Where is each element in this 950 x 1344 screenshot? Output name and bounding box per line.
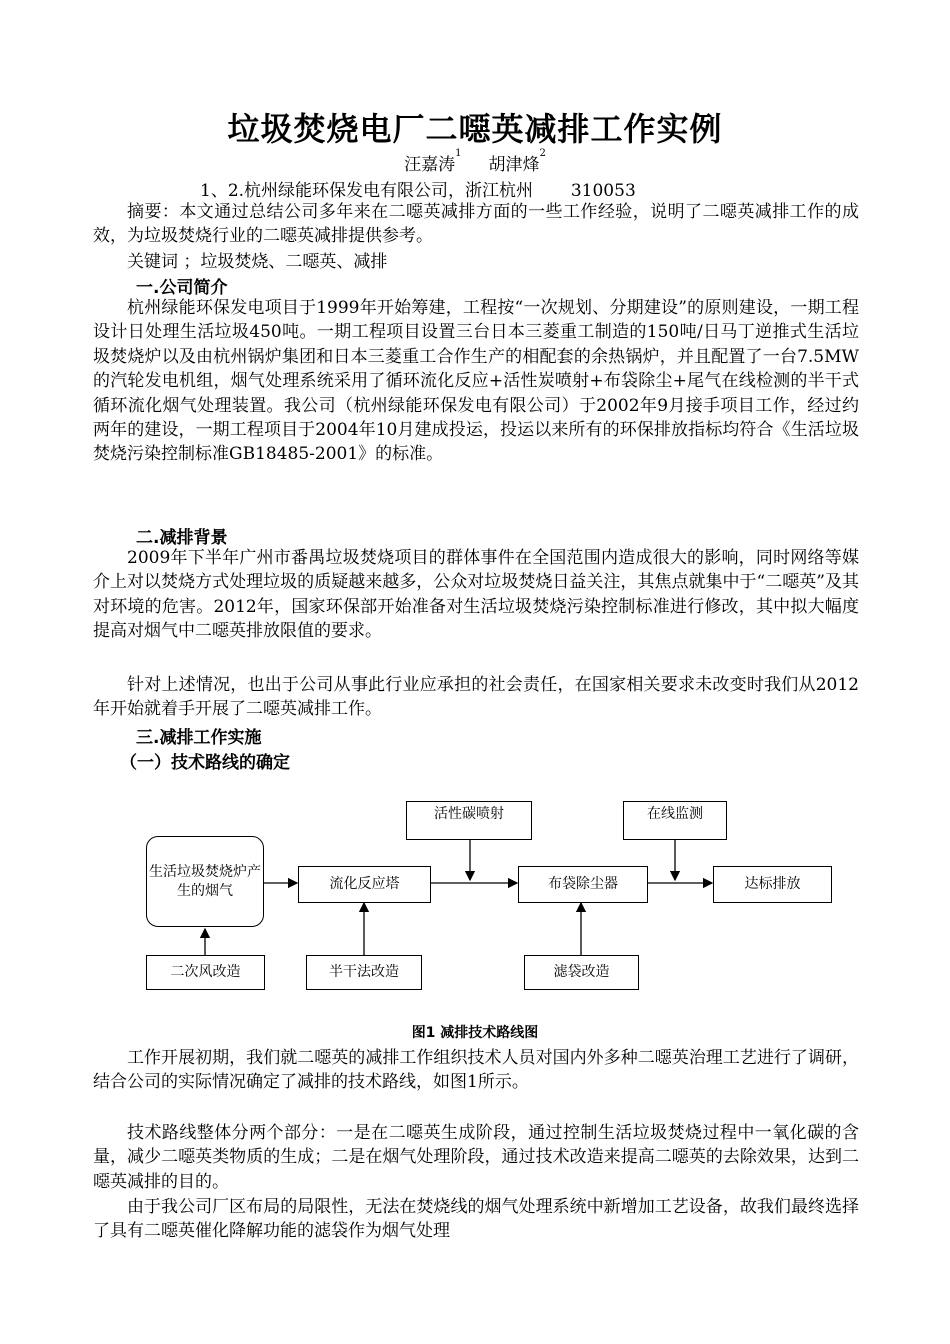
section-3-subheading-1: （一）技术路线的确定 xyxy=(120,753,290,773)
section-3-paragraph-3: 由于我公司厂区布局的局限性，无法在焚烧线的烟气处理系统中新增加工艺设备，故我们最终选择了具有二噁英催化降解功能的滤袋作为烟气处理 xyxy=(93,1197,859,1242)
keywords: 关键词 ；垃圾焚烧、二噁英、减排 xyxy=(127,252,388,272)
author-2: 胡津烽 xyxy=(488,155,540,175)
section-2-heading: 二.减排背景 xyxy=(136,528,228,548)
author-1-affil-mark: 1 xyxy=(455,148,462,159)
section-1-heading: 一.公司简介 xyxy=(136,278,228,298)
box-online-monitoring: 在线监测 xyxy=(623,801,727,840)
section-3-paragraph-1: 工作开展初期，我们就二噁英的减排工作组织技术人员对国内外多种二噁英治理工艺进行了调研，结合公司的实际情况确定了减排的技术路线，如图1所示。 xyxy=(93,1048,859,1093)
section-2-paragraph-2: 针对上述情况，也出于公司从事此行业应承担的社会责任，在国家相关要求未改变时我们从2012年开始就着手开展了二噁英减排工作。 xyxy=(93,675,859,720)
author-1: 汪嘉涛 xyxy=(404,155,456,175)
box-activated-carbon: 活性碳喷射 xyxy=(406,801,532,840)
section-1-paragraph-1: 杭州绿能环保发电项目于1999年开始筹建，工程按“一次规划、分期建设”的原则建设，一期工程设计日处理生活垃圾450吨。一期工程项目设置三台日本三菱重工制造的150吨/日马丁逆推式生活垃圾焚烧炉以及由杭州锅炉集团和日本三菱重工合作生产的相配套的余热锅炉，并且配置了一台7.5MW的汽轮发电机组，烟气处理系统采用了循环流化反应+活性炭喷射+布袋除尘+尾气在线检测的半干式循环流化烟气处理装置。我公司（杭州绿能环保发电有限公司）于2002年9月接手项目工作，经过约两年的建设，一期工程项目于2004年10月建成投运，投运以来所有的环保排放指标均符合《生活垃圾焚烧污染控制标准GB18485-2001》的标准。 xyxy=(93,298,859,465)
box-semi-dry-retrofit: 半干法改造 xyxy=(306,955,422,990)
section-2-paragraph-1: 2009年下半年广州市番禺垃圾焚烧项目的群体事件在全国范围内造成很大的影响，同时网络等媒介上对以焚烧方式处理垃圾的质疑越来越多，公众对垃圾焚烧日益关注，其焦点就集中于“二噁英”及其对环境的危害。2012年，国家环保部开始准备对生活垃圾焚烧污染控制标准进行修改，其中拟大幅度提高对烟气中二噁英排放限值的要求。 xyxy=(93,548,859,642)
box-source-flue-gas: 生活垃圾焚烧炉产生的烟气 xyxy=(146,836,264,927)
section-3-heading: 三.减排工作实施 xyxy=(136,728,262,748)
affiliation: 1、2.杭州绿能环保发电有限公司，浙江杭州 310053 xyxy=(200,181,636,201)
figure-1-caption: 图1 减排技术路线图 xyxy=(411,1025,539,1041)
section-3-paragraph-2: 技术路线整体分两个部分：一是在二噁英生成阶段，通过控制生活垃圾焚烧过程中一氧化碳的含量，减少二噁英类物质的生成；二是在烟气处理阶段，通过技术改造来提高二噁英的去除效果，达到二噁英减排的目的。 xyxy=(93,1123,859,1192)
box-filter-bag-retrofit: 滤袋改造 xyxy=(524,955,639,990)
box-fluidized-reactor: 流化反应塔 xyxy=(298,866,431,903)
abstract: 摘要：本文通过总结公司多年来在二噁英减排方面的一些工作经验，说明了二噁英减排工作的成效，为垃圾焚烧行业的二噁英减排提供参考。 xyxy=(93,202,859,247)
author-2-affil-mark: 2 xyxy=(539,148,546,159)
paper-title: 垃圾焚烧电厂二噁英减排工作实例 xyxy=(227,110,723,148)
box-baghouse: 布袋除尘器 xyxy=(518,866,648,903)
box-compliant-emission: 达标排放 xyxy=(713,866,832,903)
box-secondary-air-retrofit: 二次风改造 xyxy=(146,955,265,990)
